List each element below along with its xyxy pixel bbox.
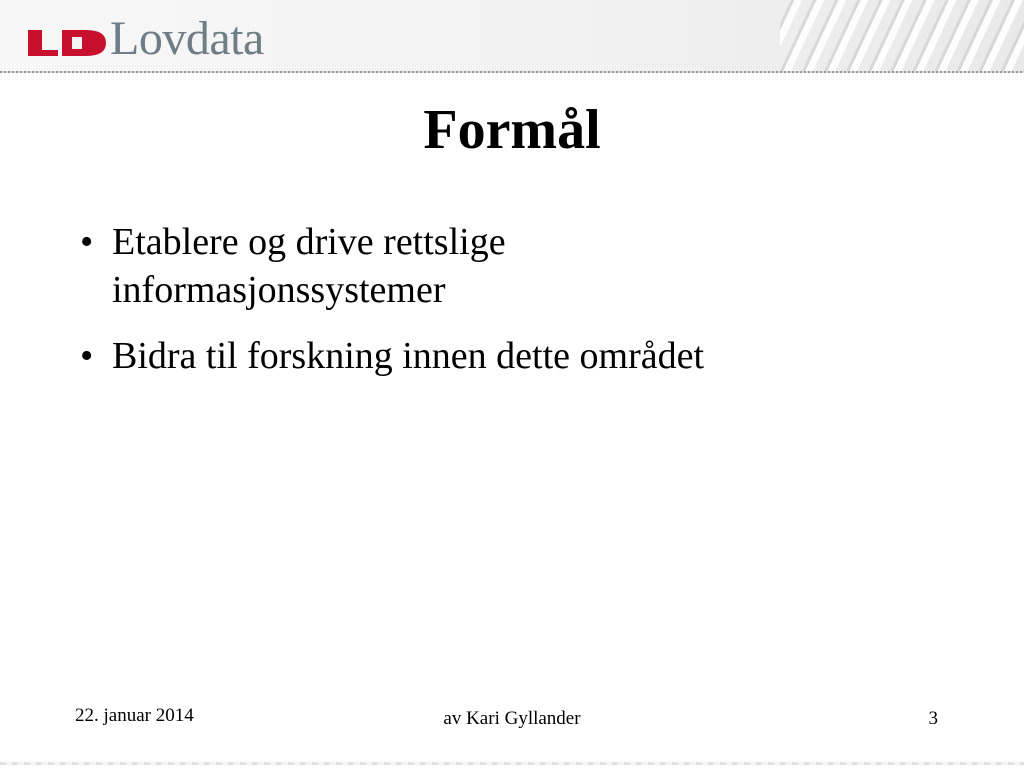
bullet-item xyxy=(70,218,970,314)
header-divider xyxy=(0,71,1024,73)
footer-date: 22. januar 2014 xyxy=(75,705,194,726)
logo-wordmark: Lovdata xyxy=(110,12,264,65)
bullet-text: Etablere og drive rettslige informasjonssystemer xyxy=(112,221,506,311)
lovdata-logo xyxy=(28,14,264,64)
page-number: 3 xyxy=(928,708,938,729)
footer-divider xyxy=(0,762,1024,765)
footer-author: av Kari Gyllander xyxy=(443,708,581,729)
header-decoration xyxy=(780,0,1024,72)
bullet-list xyxy=(70,218,970,398)
bullet-icon: • xyxy=(80,221,94,263)
header-band xyxy=(0,0,1024,72)
ld-logo-mark-icon xyxy=(28,26,108,58)
slide-title: Formål xyxy=(423,99,601,161)
bullet-icon: • xyxy=(80,335,94,377)
bullet-text: Bidra til forskning innen dette området xyxy=(112,335,705,377)
bullet-item xyxy=(70,332,970,380)
